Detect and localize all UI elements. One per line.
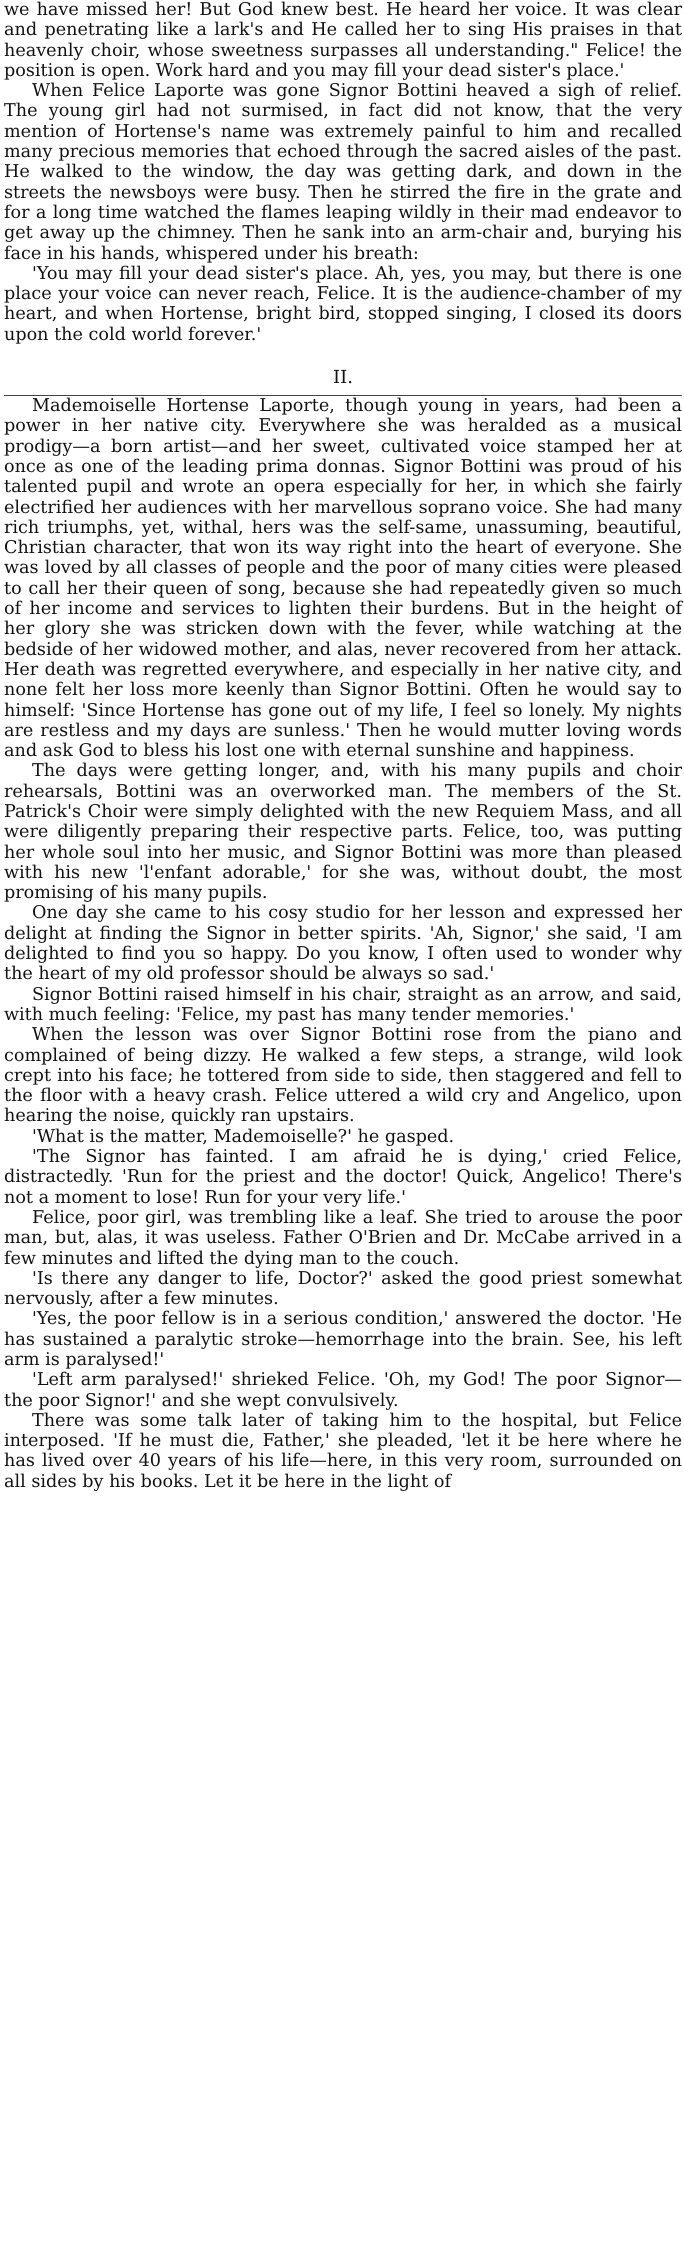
paragraph: 'What is the matter, Mademoiselle?' he gasped.: [32, 1126, 455, 1147]
paragraph: Mademoiselle Hortense Laporte, though young in years, had been a power in her native city. Everywhere she was heralded as a musical prodigy—a born artist—and her sweet, cultivated voice stamped her at once as one of the leading prima donnas. Signor Bottini was proud of his talented pupil and wrote an opera especially for her, in which she fairly electrified her audiences with her marvellous soprano voice. She had many rich triumphs, yet, withal, hers was the self-same, unassuming, beautiful, Christian character, that won its way right into the heart of everyone. She was loved by all classes of people and the poor of many cities were pleased to call her their queen of song, because she had repeatedly given so much of her income and services to lighten their burdens. But in the height of her glory she was stricken down with the fever, while watching at the bedside of her widowed mother, and alas, never recovered from her attack. Her death was regretted everywhere, and especially in her native city, and none felt her loss more keenly than Signor Bottini. Often he would say to himself: 'Since Hortense has gone out of my life, I feel so lonely. My nights are restless and my days are sunless.' Then he would mutter loving words and ask God to bless his lost one with eternal sunshine and happiness.: [4, 396, 682, 762]
paragraph: 'The Signor has fainted. I am afraid he is dying,' cried Felice, distractedly. 'Run for the priest and the doctor! Quick, Angelico! There's not a moment to lose! Run for your very life.': [4, 1147, 682, 1208]
paragraph: Felice, poor girl, was trembling like a leaf. She tried to arouse the poor man, but, alas, it was useless. Father O'Brien and Dr. McCabe arrived in a few minutes and lifted the dying man to the couch.: [4, 1207, 682, 1269]
paragraph: When the lesson was over Signor Bottini rose from the piano and complained of being dizzy. He walked a few steps, a strange, wild look crept into his face; he tottered from side to side, then staggered and fell to the floor with a heavy crash. Felice uttered a wild cry and Angelico, upon hearing the noise, quickly ran upstairs.: [4, 1025, 682, 1127]
paragraph: The days were getting longer, and, with his many pupils and choir rehearsals, Bottini was an overworked man. The members of the St. Patrick's Choir were simply delighted with the new Requiem Mass, and all were diligently preparing their respective parts. Felice, too, was putting her whole soul into her music, and Signor Bottini was more than pleased with his new 'l'enfant adorable,' for she was, without doubt, the most promising of his many pupils.: [4, 761, 682, 904]
paragraph: One day she came to his cosy studio for her lesson and expressed her delight at finding the Signor in better spirits. 'Ah, Signor,' she said, 'I am delighted to find you so happy. Do you know, I often used to wonder why the heart of my old professor should be always so sad.': [4, 903, 682, 985]
paragraph: 'Left arm paralysed!' shrieked Felice. 'Oh, my God! The poor Signor—the poor Signor!' and she wept convulsively.: [4, 1370, 682, 1411]
paragraph: 'You may fill your dead sister's place. Ah, yes, you may, but there is one place your voice can never reach, Felice. It is the audience-chamber of my heart, and when Hortense, bright bird, stopped singing, I closed its doors upon the cold world forever.': [4, 263, 682, 345]
paragraph: 'Yes, the poor fellow is in a serious condition,' answered the doctor. 'He has sustained a paralytic stroke—hemorrhage into the brain. See, his left arm is paralysed!': [4, 1309, 682, 1370]
paragraph: When Felice Laporte was gone Signor Bottini heaved a sigh of relief. The young girl had not surmised, in fact did not know, that the very mention of Hortense's name was extremely painful to him and recalled many precious memories that echoed through the sacred aisles of the past. He walked to the window, the day was getting dark, and down in the streets the newsboys were busy. Then he stirred the fire in the grate and for a long time watched the flames leaping wildly in their mad endeavor to get away up the chimney. Then he sank into an arm-chair and, burying his face in his hands, whispered under his breath:: [4, 81, 682, 264]
paragraph: There was some talk later of taking him to the hospital, but Felice interposed. 'If he must die, Father,' she pleaded, 'let it be here where he has lived over 40 years of his life—here, in this very room, surrounded on all sides by his books. Let it be here in the light of: [4, 1410, 682, 1492]
paragraph: we have missed her! But God knew best. He heard her voice. It was clear and penetrating like a lark's and He called her to sing His praises in that heavenly choir, whose sweetness surpasses all understanding." Felice! the position is open. Work hard and you may fill your dead sister's place.': [4, 0, 682, 81]
section-heading: II.: [333, 367, 353, 389]
paragraph: 'Is there any danger to life, Doctor?' asked the good priest somewhat nervously, after a few minutes.: [4, 1268, 682, 1310]
paragraph: Signor Bottini raised himself in his chair, straight as an arrow, and said, with much feeling: 'Felice, my past has many tender memories.': [4, 984, 682, 1025]
